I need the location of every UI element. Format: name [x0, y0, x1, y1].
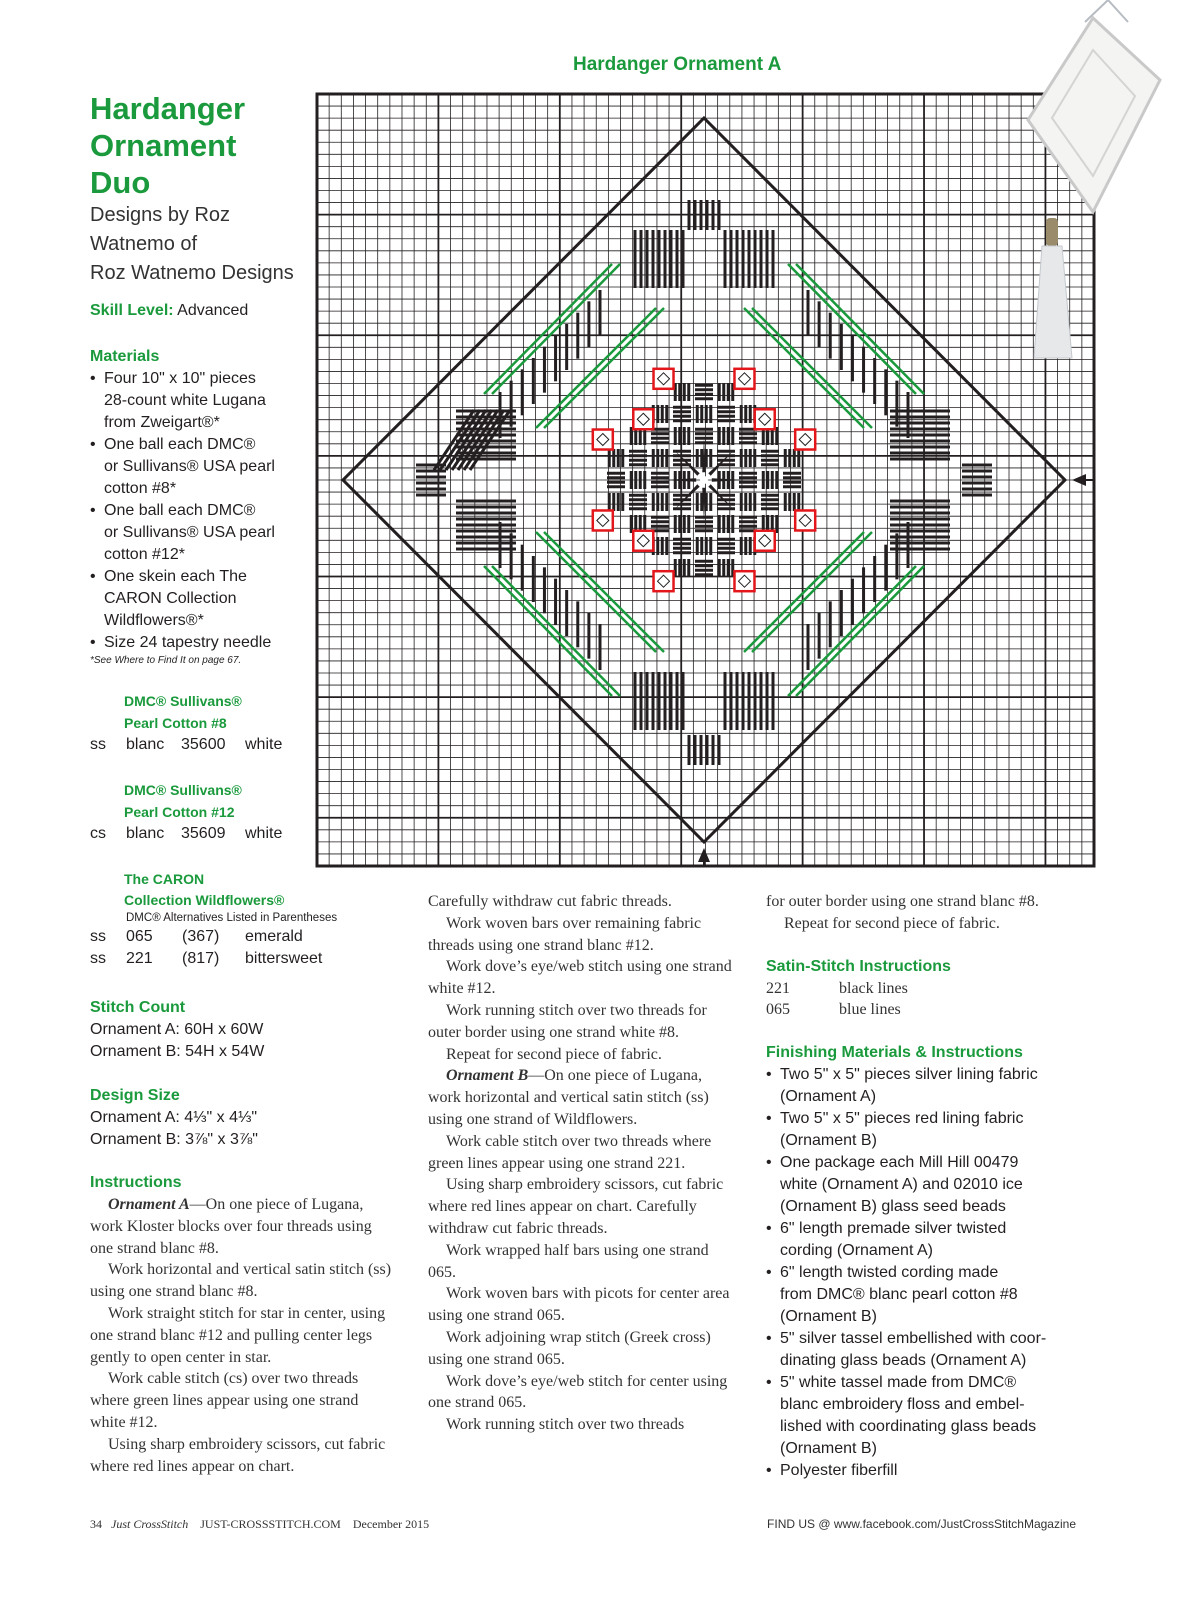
- finishing-item-line: (Ornament B): [780, 1132, 877, 1150]
- key-dmc: blanc: [126, 825, 165, 842]
- design-size-line: Ornament A: 4⅓" x 4⅓": [90, 1109, 257, 1126]
- cut-square: [654, 571, 674, 591]
- shell-right-top: [890, 411, 950, 459]
- satin-desc: black lines: [839, 979, 908, 997]
- finishing-item-line: • 6" length premade silver twisted: [780, 1220, 1007, 1238]
- material-item-line: or Sullivans® USA pearl: [104, 524, 275, 541]
- material-item-line: from Zweigart®*: [104, 414, 220, 431]
- skill-label: Skill Level:: [90, 302, 174, 319]
- key-dmc: blanc: [126, 736, 165, 753]
- cut-square: [734, 369, 754, 389]
- key-number: 221: [126, 950, 153, 967]
- material-item-line: 28-count white Lugana: [104, 392, 266, 409]
- instruction-text: —On one piece of Lugana, work horizontal and vertical satin stitch (ss) using one strand of Wildflowers.: [428, 1067, 709, 1128]
- satin-desc: blue lines: [839, 1001, 901, 1019]
- design-size-heading: Design Size: [90, 1087, 180, 1104]
- materials-heading: Materials: [90, 348, 160, 365]
- skill-value: Advanced: [177, 302, 249, 319]
- key-brand-header: DMC® Sullivans®: [124, 782, 242, 798]
- page-number: 34: [90, 1517, 102, 1531]
- cut-square: [795, 430, 815, 450]
- finishing-item-line: from DMC® blanc pearl cotton #8: [780, 1286, 1018, 1304]
- site-url: JUST-CROSSSTITCH.COM: [200, 1517, 341, 1531]
- cut-square: [593, 430, 613, 450]
- shell-bottom-left: [635, 672, 683, 730]
- finishing-item-line: (Ornament B): [780, 1308, 877, 1326]
- key-code: cs: [90, 825, 106, 842]
- material-item-line: • One ball each DMC®: [104, 436, 256, 453]
- instruction-text: Work wrapped half bars using one strand 065.: [428, 1241, 709, 1281]
- instruction-text: Repeat for second piece of fabric.: [784, 914, 1000, 932]
- finishing-item-line: lished with coordinating glass beads: [780, 1418, 1037, 1436]
- instruction-text: Work horizontal and vertical satin stitch (ss) using one strand blanc #8.: [90, 1261, 392, 1301]
- satin-number: 221: [766, 979, 790, 997]
- material-item-line: or Sullivans® USA pearl: [104, 458, 275, 475]
- instruction-text: Work cable stitch (cs) over two threads where green lines appear using one strand white #12.: [90, 1370, 359, 1431]
- byline-line: Roz Watnemo Designs: [90, 262, 294, 284]
- satin-number: 065: [766, 1001, 790, 1019]
- finishing-item-line: • 6" length twisted cording made: [780, 1264, 999, 1282]
- byline-line: Watnemo of: [90, 233, 198, 255]
- cut-square: [795, 510, 815, 530]
- finishing-item-line: blanc embroidery floss and embel-: [780, 1396, 1025, 1414]
- key-code: ss: [90, 736, 106, 753]
- instruction-text: Work adjoining wrap stitch (Greek cross) using one strand 065.: [428, 1328, 711, 1368]
- satin-heading: Satin-Stitch Instructions: [766, 957, 951, 975]
- instruction-text: —On one piece of Lugana, work Kloster blocks over four threads using one strand blanc #8.: [90, 1196, 372, 1257]
- finishing-item-line: • Two 5" x 5" pieces red lining fabric: [780, 1110, 1024, 1128]
- instruction-text: Work running stitch over two threads for outer border using one strand white #8.: [428, 1001, 707, 1041]
- instruction-text: Using sharp embroidery scissors, cut fabric where red lines appear on chart.: [90, 1435, 386, 1475]
- finishing-item-line: (Ornament A): [780, 1088, 877, 1106]
- stitch-count-line: Ornament A: 60H x 60W: [90, 1021, 264, 1038]
- cut-square: [654, 369, 674, 389]
- finishing-item-line: • Polyester fiberfill: [780, 1462, 898, 1480]
- key-note: DMC® Alternatives Listed in Parentheses: [126, 912, 338, 924]
- chart-title: Hardanger Ornament A: [573, 54, 782, 75]
- instruction-text: Work cable stitch over two threads where green lines appear using one strand 221.: [428, 1132, 712, 1172]
- instruction-text: Work woven bars with picots for center area using one strand 065.: [428, 1285, 730, 1325]
- material-item-line: cotton #8*: [104, 480, 177, 497]
- finishing-item-line: • 5" silver tassel embellished with coor-: [780, 1330, 1047, 1348]
- key-code: ss: [90, 950, 106, 967]
- shell-top-left: [635, 230, 683, 288]
- material-item-line: cotton #12*: [104, 546, 185, 563]
- star-center: [700, 476, 708, 484]
- design-size-line: Ornament B: 3⅞" x 3⅞": [90, 1131, 258, 1148]
- key-color-name: bittersweet: [245, 950, 323, 967]
- finishing-item-line: • Two 5" x 5" pieces silver lining fabric: [780, 1066, 1038, 1084]
- cut-square: [755, 409, 775, 429]
- finishing-item-line: (Ornament B) glass seed beads: [780, 1198, 1006, 1216]
- material-item-line: • Four 10" x 10" pieces: [104, 370, 256, 387]
- title-line: Duo: [90, 165, 151, 200]
- issue-date: December 2015: [352, 1517, 430, 1531]
- byline-line: Designs by Roz: [90, 204, 231, 226]
- cut-square: [633, 531, 653, 551]
- shell-left-bottom: [456, 501, 516, 549]
- footer-left: [90, 1517, 429, 1532]
- finishing-item-line: white (Ornament A) and 02010 ice: [780, 1176, 1023, 1194]
- title-line: Hardanger: [90, 91, 246, 126]
- cut-square: [734, 571, 754, 591]
- stitch-count-heading: Stitch Count: [90, 999, 186, 1016]
- key-thread-header: Pearl Cotton #12: [124, 804, 235, 820]
- instruction-text: Repeat for second piece of fabric.: [446, 1045, 662, 1063]
- ornament-label: Ornament B: [446, 1067, 529, 1085]
- key-number: 065: [126, 928, 153, 945]
- cut-square: [633, 409, 653, 429]
- material-item-line: CARON Collection: [104, 590, 237, 607]
- instruction-text: for outer border using one strand blanc #8.: [766, 893, 1039, 910]
- material-item-line: • Size 24 tapestry needle: [104, 634, 272, 651]
- material-item-line: • One skein each The: [104, 568, 247, 585]
- footer-social: FIND US @ www.facebook.com/JustCrossStitchMagazine: [767, 1517, 1076, 1531]
- instructions-heading: Instructions: [90, 1174, 182, 1191]
- key-thread-header: Pearl Cotton #8: [124, 715, 227, 731]
- key-thread-header: Collection Wildflowers®: [124, 892, 285, 908]
- key-code: ss: [90, 928, 106, 945]
- tassel-bead: [1046, 218, 1058, 246]
- title-line: Ornament: [90, 128, 237, 163]
- finishing-item-line: • One package each Mill Hill 00479: [780, 1154, 1019, 1172]
- materials-footnote: *See Where to Find It on page 67.: [90, 655, 242, 666]
- finishing-item-line: cording (Ornament A): [780, 1242, 933, 1260]
- instruction-text: Work dove’s eye/web stitch for center using one strand 065.: [428, 1372, 728, 1412]
- finishing-item-line: dinating glass beads (Ornament A): [780, 1352, 1027, 1370]
- key-color-name: white: [245, 825, 283, 842]
- finishing-heading: Finishing Materials & Instructions: [766, 1044, 1023, 1062]
- shell-right-bottom: [890, 501, 950, 549]
- key-sullivans: 35600: [181, 736, 226, 753]
- key-sullivans: 35609: [181, 825, 226, 842]
- ornament-label: Ornament A: [108, 1196, 190, 1213]
- shell-bottom-right: [725, 672, 773, 730]
- magazine-name: Just CrossStitch: [111, 1517, 189, 1531]
- cut-square: [755, 531, 775, 551]
- instruction-text: Using sharp embroidery scissors, cut fabric where red lines appear on chart. Carefully withdraw cut fabric threads.: [428, 1176, 724, 1237]
- instruction-text: Carefully withdraw cut fabric threads.: [428, 893, 672, 910]
- instruction-text: Work running stitch over two threads: [446, 1416, 685, 1434]
- finishing-item-line: • 5" white tassel made from DMC®: [780, 1374, 1017, 1392]
- finishing-item-line: (Ornament B): [780, 1440, 877, 1458]
- key-color-name: emerald: [245, 928, 303, 945]
- material-item-line: • One ball each DMC®: [104, 502, 256, 519]
- key-brand-header: The CARON: [124, 871, 205, 887]
- center-star: [662, 438, 746, 522]
- key-alt: (817): [182, 950, 220, 967]
- instruction-text: Work straight stitch for star in center, using one strand blanc #12 and pulling center legs gently to open center in star.: [90, 1304, 386, 1366]
- material-item-line: Wildflowers®*: [104, 612, 204, 629]
- key-brand-header: DMC® Sullivans®: [124, 693, 242, 709]
- shell-top-right: [725, 230, 773, 288]
- instruction-text: Work dove’s eye/web stitch using one strand white #12.: [428, 958, 732, 998]
- stitch-count-line: Ornament B: 54H x 54W: [90, 1043, 265, 1060]
- key-color-name: white: [245, 736, 283, 753]
- instruction-text: Work woven bars over remaining fabric threads using one strand blanc #12.: [428, 914, 702, 954]
- key-alt: (367): [182, 928, 220, 945]
- cut-square: [593, 510, 613, 530]
